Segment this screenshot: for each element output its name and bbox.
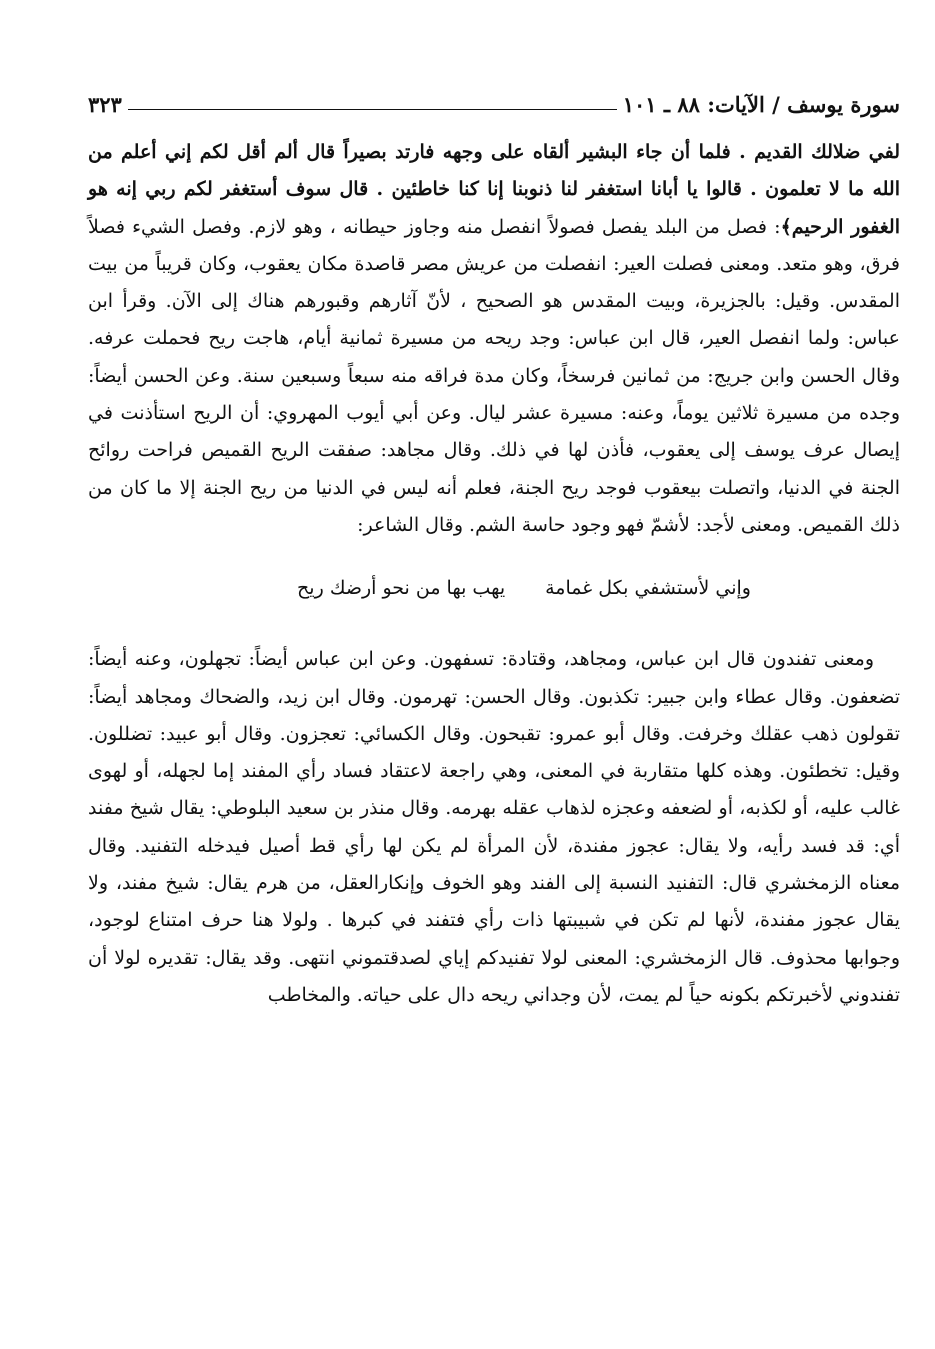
page-number: ٣٢٣ <box>88 92 122 117</box>
surah-title: سورة يوسف / الآيات: ٨٨ ـ ١٠١ <box>622 92 900 117</box>
commentary-paragraph-1 <box>88 134 900 544</box>
verse-first-hemistich: وإني لأستشفي بكل غمامة <box>545 577 751 600</box>
poetry-verse <box>88 570 900 607</box>
commentary-text-1: : فصل من البلد يفصل فصولاً انفصل منه وجاوز حيطانه ، وهو لازم. وفصل الشيء فصلاً فرق، وهو متعد. ومعنى فصلت العير: انفصلت من عريش مصر قاصدة مكان يعقوب، وكان قريباً من بيت المقدس. وقيل: بالجزيرة، وبيت المقدس هو الصحيح ، لأنّ آثارهم وقبورهم هناك إلى الآن. وقرأ ابن عباس: ولما انفصل العير، قال ابن عباس: وجد ريحه من مسيرة ثمانية أيام، هاجت ريح فحملت عرفه. وقال الحسن وابن جريج: من ثمانين فرسخاً، وكان مدة فراقه منه سبعاً وسبعين سنة. وعن الحسن أيضاً: وجده من مسيرة ثلاثين يوماً، وعنه: مسيرة عشر ليال. وعن أبي أيوب المهروي: أن الريح استأذنت في إيصال عرف يوسف إلى يعقوب، فأذن لها في ذلك. وقال مجاهد: صفقت الريح القميص فراحت روائح الجنة في الدنيا، واتصلت بيعقوب فوجد ريح الجنة، فعلم أنه ليس في الدنيا من ريح الجنة إلا ما كان من ذلك القميص. ومعنى لأجد: لأشمّ فهو وجود حاسة الشم. وقال الشاعر: <box>88 215 900 536</box>
verse-second-hemistich: يهب بها من نحو أرضك ريح <box>297 577 506 600</box>
header-rule <box>128 109 617 110</box>
commentary-text-2: ومعنى تفندون قال ابن عباس، ومجاهد، وقتادة: تسفهون. وعن ابن عباس أيضاً: تجهلون، وعنه أيضاً: تضعفون. وقال عطاء وابن جبير: تكذبون. وقال الحسن: تهرمون. وقال ابن زيد، والضحاك ومجاهد أيضاً: تقولون ذهب عقلك وخرفت. وقال أبو عمرو: تقبحون. وقال الكسائي: تعجزون. وقال أبو عبيد: تضللون. وقيل: تخطئون. وهذه كلها متقاربة في المعنى، وهي راجعة لاعتقاد فساد رأي المفند إما لجهله، أو لهوى غالب عليه، أو لكذبه، أو لضعفه وعجزه لذهاب عقله بهرمه. وقال منذر بن سعيد البلوطي: يقال شيخ مفند أي: قد فسد رأيه، ولا يقال: عجوز مفندة، لأن المرأة لم يكن لها رأي قط أصيل فيدخله التفنيد. وقال معناه الزمخشري قال: التفنيد النسبة إلى الفند وهو الخوف وإنكارالعقل، من هرم يقال: شيخ مفند، ولا يقال عجوز مفندة، لأنها لم تكن في شبيبتها ذات رأي فتفند في كبرها . ولولا هنا حرف امتناع لوجود، وجوابها محذوف. قال الزمخشري: المعنى لولا تفنيدكم إياي لصدقتموني انتهى. وقد يقال: تقديره لولا أن تفندوني لأخبرتكم بكونه حياً لم يمت، لأن وجداني ريحه دال على حياته. والمخاطب <box>88 648 900 1006</box>
running-header <box>88 84 900 120</box>
quran-quote: لفي ضلالك القديم . فلما أن جاء البشير ألقاه على وجهه فارتد بصيراً قال ألم أقل لكم إني أعلم من الله ما لا تعلمون . قالوا يا أبانا استغفر لنا ذنوبنا إنا كنا خاطئين . قال سوف أستغفر لكم ربي إنه هو الغفور الرحيم﴾ <box>88 141 900 238</box>
book-page <box>88 84 900 1014</box>
page-body <box>88 134 900 1014</box>
commentary-paragraph-2 <box>88 641 900 1014</box>
